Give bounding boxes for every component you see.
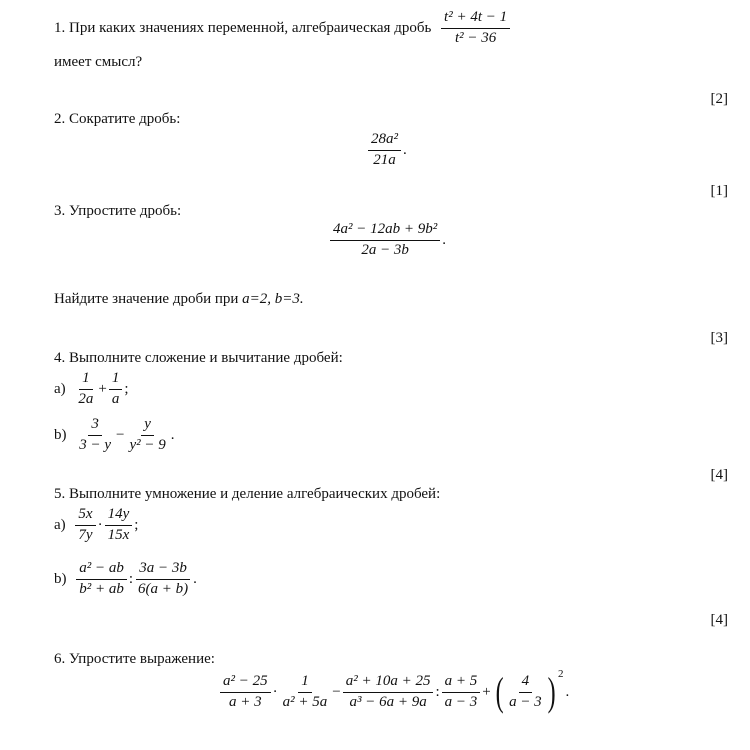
question-5a — [54, 507, 140, 544]
fraction-numerator: t² + 4t − 1 — [441, 10, 510, 29]
operator: − — [116, 426, 125, 443]
fraction-numerator: 28a² — [368, 132, 401, 151]
operator: + — [98, 380, 107, 397]
fraction-denominator: y² − 9 — [129, 436, 166, 453]
fraction-denominator: b² + ab — [79, 580, 124, 597]
punctuation: . — [170, 426, 175, 443]
question-4a — [54, 371, 131, 408]
fraction-numerator: 1 — [109, 371, 123, 390]
question-2-fraction — [368, 132, 401, 169]
fraction-numerator: 3 — [88, 417, 102, 436]
question-1-fraction — [441, 10, 510, 47]
punctuation: . — [193, 570, 197, 587]
fraction — [280, 674, 331, 711]
question-3-find-text: Найдите значение дроби при — [54, 291, 239, 307]
fraction-denominator: a + 3 — [229, 693, 262, 710]
left-parenthesis: ( — [495, 669, 504, 714]
question-5a-label: a) — [54, 516, 66, 533]
mark-q5: [4] — [710, 612, 728, 628]
fraction — [343, 674, 434, 711]
fraction — [75, 507, 95, 544]
fraction-numerator: a² − ab — [76, 561, 127, 580]
punctuation: ; — [134, 516, 139, 533]
fraction-denominator: a³ − 6a + 9a — [349, 693, 427, 710]
mark-q2: [1] — [710, 183, 728, 199]
question-1 — [54, 10, 510, 47]
fraction-denominator: 2a − 3b — [361, 241, 409, 258]
fraction-denominator: t² − 36 — [454, 29, 497, 46]
operator: : — [128, 570, 134, 587]
fraction-denominator: a² + 5a — [282, 693, 328, 710]
question-3-text: 3. Упростите дробь: — [54, 203, 182, 219]
fraction — [105, 507, 133, 544]
question-6-expression — [220, 668, 571, 714]
mark-q4: [4] — [710, 467, 728, 483]
fraction-denominator: 6(a + b) — [138, 580, 189, 597]
fraction-denominator: 21a — [373, 151, 396, 168]
fraction-denominator: 2a — [78, 390, 94, 407]
fraction — [109, 371, 123, 408]
fraction-numerator: 4a² − 12ab + 9b² — [330, 222, 440, 241]
fraction — [506, 674, 545, 711]
exponent: 2 — [558, 668, 564, 680]
fraction-denominator: a − 3 — [444, 693, 478, 710]
fraction — [127, 417, 169, 454]
fraction-denominator: 7y — [78, 526, 93, 543]
question-3-find — [54, 291, 304, 308]
question-5b — [54, 561, 199, 598]
fraction-numerator: 5x — [75, 507, 95, 526]
fraction — [220, 674, 271, 711]
mark-q1: [2] — [710, 91, 728, 107]
operator: · — [272, 683, 278, 700]
question-4a-label: a) — [54, 380, 66, 397]
question-3-fraction — [330, 222, 440, 259]
fraction-denominator: 15x — [107, 526, 130, 543]
fraction-numerator: 14y — [105, 507, 133, 526]
fraction — [442, 674, 481, 711]
fraction-denominator: a — [111, 390, 120, 407]
question-5b-label: b) — [54, 570, 67, 587]
question-2-text: 2. Сократите дробь: — [54, 111, 181, 127]
question-4-text: 4. Выполните сложение и вычитание дробей: — [54, 350, 343, 366]
operator: · — [97, 516, 103, 533]
fraction-denominator: a − 3 — [509, 693, 542, 710]
question-6-text: 6. Упростите выражение: — [54, 651, 215, 667]
fraction-numerator: y — [141, 417, 154, 436]
question-2-expression: $\frac{\text{28a²}}{21a}$ . — [368, 132, 409, 169]
question-4b-label: b) — [54, 426, 67, 443]
question-3-find-values: a=2, b=3. — [242, 291, 304, 307]
fraction-numerator: 4 — [519, 674, 533, 693]
fraction — [76, 417, 114, 454]
question-1-continuation: имеет смысл? — [54, 54, 143, 70]
operator: − — [332, 683, 341, 700]
operator: + — [482, 683, 491, 700]
fraction-numerator: 3a − 3b — [136, 561, 190, 580]
fraction-numerator: a² + 10a + 25 — [343, 674, 434, 693]
fraction — [75, 371, 96, 408]
operator: : — [435, 683, 440, 700]
punctuation: . — [565, 683, 570, 700]
fraction — [135, 561, 191, 598]
fraction-numerator: a² − 25 — [220, 674, 271, 693]
right-parenthesis: ) — [547, 669, 556, 714]
question-1-text: 1. При каких значениях переменной, алгебраическая дробь — [54, 19, 432, 36]
fraction-numerator: 1 — [298, 674, 312, 693]
fraction-numerator: 1 — [79, 371, 93, 390]
question-5-text: 5. Выполните умножение и деление алгебраических дробей: — [54, 486, 441, 502]
question-3-expression: $\frac{\text{4a² − 12ab + 9b²}}{2a - 3b}$ . — [330, 222, 448, 259]
punctuation: ; — [124, 380, 129, 397]
fraction-denominator: 3 − y — [79, 436, 112, 453]
fraction-numerator: a + 5 — [442, 674, 481, 693]
fraction — [76, 561, 127, 598]
mark-q3: [3] — [710, 330, 728, 346]
question-4b — [54, 417, 177, 454]
